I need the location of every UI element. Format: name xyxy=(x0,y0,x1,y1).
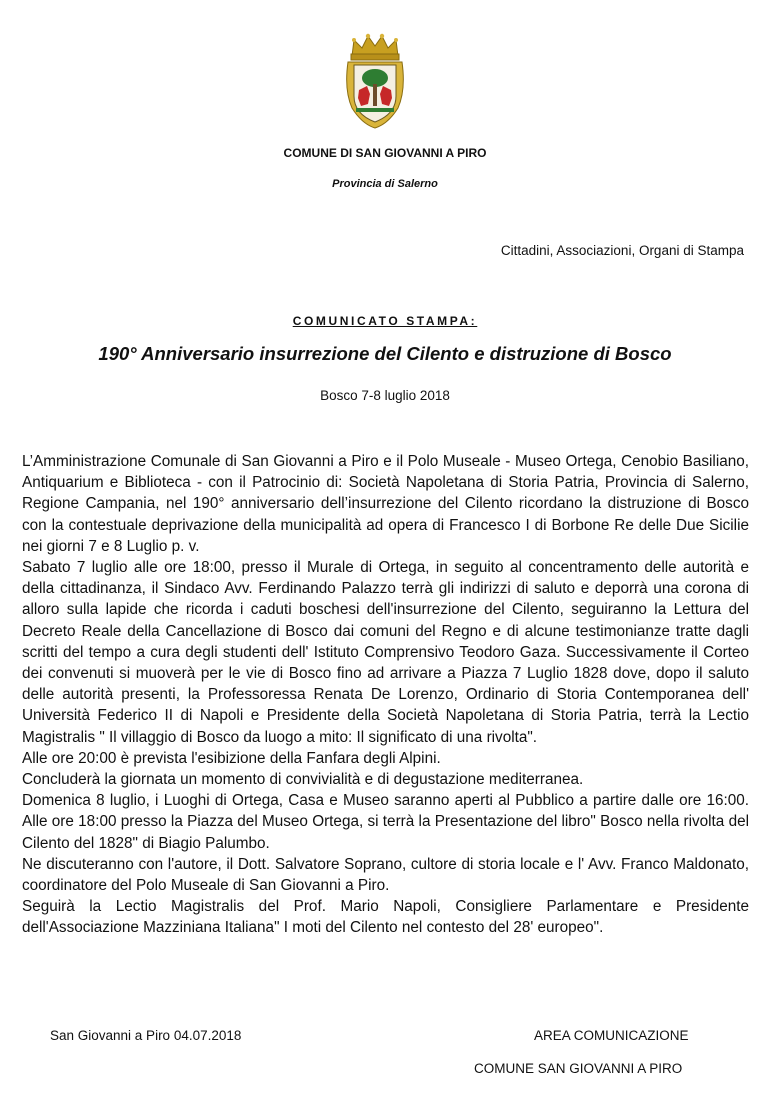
paragraph-saturday-program: Sabato 7 luglio alle ore 18:00, presso il Murale di Ortega, in seguito al concentramento delle autorità e della cittadinanza, il Sindaco Avv. Ferdinando Palazzo terrà gli indirizzi di saluto e deporrà una corona di alloro sulla lapide che ricorda i caduti boschesi dell'insurrezione del Cilento, seguiranno la Lettura del Decreto Reale della Cancellazione di Bosco dai comuni del Regno e di alcune testimonianze tratte dagli scritti del tempo a cura degli studenti dell' Istituto Comprensivo Teodoro Gaza. Successivamente il Corteo dei convenuti si muoverà per le vie di Bosco fino ad arrivare a Piazza 7 Luglio 1828 dove, dopo il saluto delle autorità presenti, la Professoressa Renata De Lorenzo, Ordinario di Storia Contemporanea dell' Università Federico II di Napoli e Presidente della Società Napoletana di Storia Patria, terrà la Lectio Magistralis " Il villaggio di Bosco da luogo a mito: Il significato di una rivolta". xyxy=(22,559,749,746)
paragraph-announcement: L’Amministrazione Comunale di San Giovanni a Piro e il Polo Museale - Museo Ortega, Cenobio Basiliano, Antiquarium e Biblioteca - con il Patrocinio di: Società Napoletana di Storia Patria, Provincia di Salerno, Regione Campania, nel 190° anniversario dell’insurrezione del Cilento ricordano la distruzione di Bosco con la contestuale deprivazione della municipalità ad opera di Francesco I di Borbone Re delle Due Sicilie nei giorni 7 e 8 Luglio p. v. xyxy=(22,453,749,555)
paragraph-discussants: Ne discuteranno con l'autore, il Dott. Salvatore Soprano, cultore di storia locale e l' Avv. Franco Maldonato, coordinatore del Polo Museale di San Giovanni a Piro. xyxy=(22,855,749,895)
press-release-heading: COMUNICATO STAMPA: xyxy=(292,314,478,328)
paragraph-sunday-program: Domenica 8 luglio, i Luoghi di Ortega, Casa e Museo saranno aperti al Pubblico a partire dalle ore 16:00. Alle ore 18:00 presso la Piazza del Museo Ortega, si terrà la Presentazione del libro" Bosco nella rivolta del Cilento del 1828" di Biagio Palumbo. xyxy=(22,792,749,852)
municipal-coat-of-arms-icon xyxy=(340,30,410,130)
province-name: Provincia di Salerno xyxy=(332,178,438,190)
footer-comune: COMUNE SAN GIOVANNI A PIRO xyxy=(474,1061,683,1076)
paragraph-conviviality: Concluderà la giornata un momento di convivialità e di degustazione mediterranea. xyxy=(22,771,584,789)
event-date: Bosco 7-8 luglio 2018 xyxy=(320,388,450,403)
press-release-body xyxy=(22,451,749,939)
press-release-headline: 190° Anniversario insurrezione del Cilento e distruzione di Bosco xyxy=(98,343,672,364)
paragraph-lectio: Seguirà la Lectio Magistralis del Prof. Mario Napoli, Consigliere Parlamentare e Presidente dell'Associazione Mazziniana Italiana" I moti del Cilento nel contesto del 28' europeo". xyxy=(22,898,749,937)
footer-place-date: San Giovanni a Piro 04.07.2018 xyxy=(50,1028,242,1043)
municipality-name: COMUNE DI SAN GIOVANNI A PIRO xyxy=(283,146,487,160)
paragraph-fanfare: Alle ore 20:00 è prevista l'esibizione della Fanfara degli Alpini. xyxy=(22,749,441,767)
recipients-line: Cittadini, Associazioni, Organi di Stampa xyxy=(500,243,744,258)
footer-department: AREA COMUNICAZIONE xyxy=(534,1028,689,1043)
